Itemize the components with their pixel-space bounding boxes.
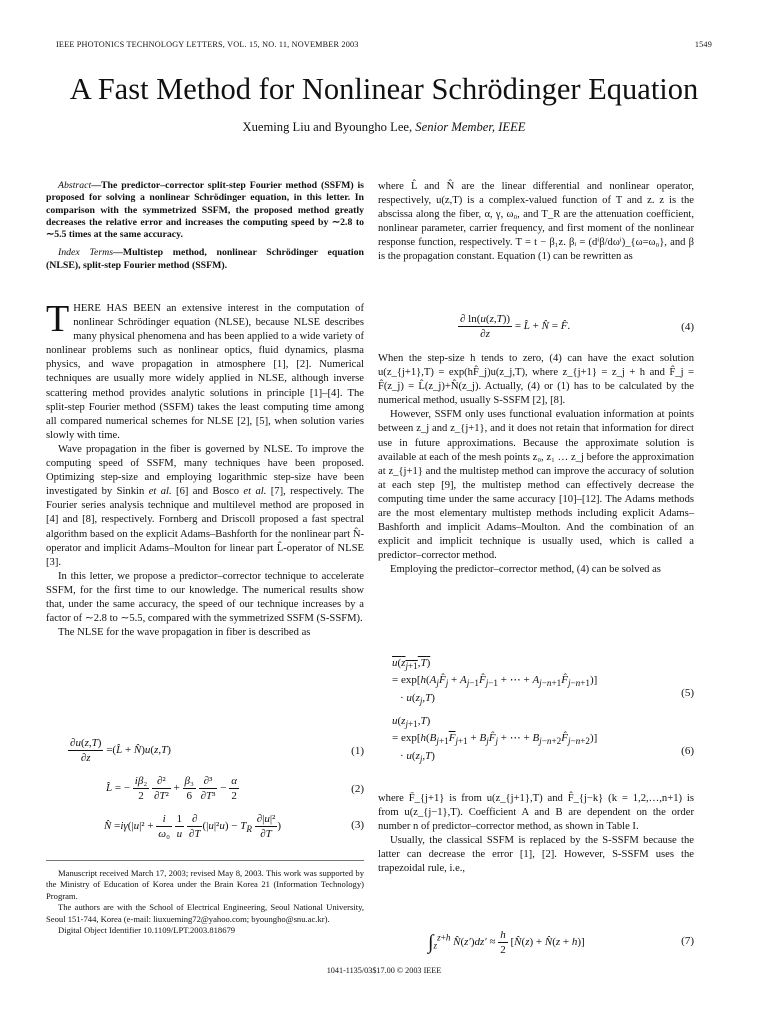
right-col-lower (378, 792, 694, 877)
equation-7-number: (7) (681, 935, 694, 947)
intro-text-1: an extensive interest in the computation of nonlinear Schrödinger equation (NLSE), because NLSE describes many physical phenomena and has been applied to a wide variety of nonlinear problems such as nonlinear optics, fluid dynamics, plasma physics, and wave propagation in atmosphere [1], [2]. Numerical techniques are usually more widely applied in NLSE, although inverse scattering method provides analytic solutions in principle [1]–[4]. The split-step Fourier method (SSFM) takes the least computing time among all compared numerical schemes for NLSE [2], [5], when solution varies slowly with time. (46, 303, 364, 441)
right-paragraph-6: Usually, the classical SSFM is replaced by the S-SSFM because the latter can decrease the error [1], [2]. However, S-SSFM uses the trapezoidal rule, i.e., (378, 835, 694, 875)
abstract-label: Abstract (58, 180, 92, 191)
intro-paragraph-4: The NLSE for the wave propagation in fiber is described as (58, 627, 311, 639)
equation-2-number: (2) (351, 783, 364, 795)
equation-6: $u(z_{j+1},T)$ = $\exp[h(B_{j+1}\overline{F}_{j+1}$ + $B_jF̂_j$ + ⋯ + $B_{j-n+2}F̂_{j-n+2}$)] · $u(z_j,T)$ (6) (392, 715, 694, 764)
footnote-block (46, 868, 364, 936)
equation-7-body: $\int_z^{z+h}$ N̂(z′)dz′ ≈ $\frac{h}{2}$ [N̂(z) + N̂(z + h)] (428, 929, 585, 957)
equation-1 (46, 736, 364, 774)
abstract-paragraph (46, 180, 364, 241)
p2-etal-1: et al. (148, 486, 172, 498)
equation-block-5-6 (378, 656, 694, 776)
equation-3-body: N̂ =iγ(|u|² + $\frac{i}{\text{ω₀}}$ $\frac{1}{u}$ $\frac{\partial}{\partial T}$ $(|u|^2u) - T_R$ $\frac{\text{∂|u|²}}{\partial T}$ ) (104, 813, 282, 841)
footnote-rule (46, 860, 364, 861)
intro-paragraph-3: In this letter, we propose a predictor–corrector technique to accelerate SSFM, for the first time to our knowledge. The numerical results show that, under the same accuracy, the speed of our technique increases by a factor of ∼2.8 to ∼5.5, compared with the symmetrized SSFM (S-SSFM). (46, 570, 364, 625)
equation-block-1-3 (46, 736, 364, 856)
index-terms-text: Multistep method, nonlinear Schrödinger equation (NLSE), split-step Fourier method (SSFM). (46, 247, 364, 271)
equation-7 (378, 924, 694, 960)
running-head (56, 40, 712, 49)
equation-6-number: (6) (681, 745, 694, 757)
equation-5-number: (5) (681, 687, 694, 699)
index-terms-dash: — (113, 247, 123, 259)
intro-lead: HERE HAS BEEN (73, 303, 161, 314)
index-terms (46, 247, 364, 272)
footnote-doi: Digital Object Identifier 10.1109/LPT.2003.818679 (58, 925, 236, 936)
equation-5: $u(z_{j+1},T)$ = $\exp[h(A_jF̂_j$ + $A_{j-1}F̂_{j-1}$ + ⋯ + $A_{j-n+1}F̂_{j-n+1}$)] · $u(z_j,T)$ (5) (392, 657, 694, 706)
right-paragraph-2: When the step-size h tends to zero, (4) can have the exact solution u(z_{j+1},T) = exp(hF̂_j)u(z_j,T), where z_{j+1} = z_j + h and F̂_j = F̂(z_j) = L̂(z_j)+N̂(z_j). Actually, (4) or (1) has to be calculated by the numerical method, usually S-SSFM [2], [8]. (378, 353, 694, 407)
paper-title: A Fast Method for Nonlinear Schrödinger Equation (69, 72, 699, 106)
equation-1-number: (1) (351, 745, 364, 757)
equation-4-number: (4) (681, 321, 694, 333)
equation-2 (46, 774, 364, 810)
equation-4-body: $\frac{\partial \ln(u(z,T))}{\partial z}$ = L̂ + N̂ = F̂. (460, 313, 571, 341)
abstract-block (46, 180, 364, 272)
equation-3-number: (3) (351, 819, 364, 831)
right-col-middle (378, 352, 694, 578)
right-paragraph-4: Employing the predictor–corrector method, (4) can be solved as (390, 564, 661, 576)
p2-etal-2: et al. (243, 486, 267, 498)
page-number: 1549 (694, 40, 712, 49)
p2-text-a: Wave propagation in the fiber is governed by NLSE. To improve the computing speed of SSFM, many techniques have been proposed. Optimizing step-size and employing logarithmic step-size have been investigated by Sinkin (46, 443, 364, 498)
author-line (0, 120, 768, 135)
p2-text-b: [6] and Bosco (171, 486, 244, 498)
copyright-footer: 1041-1135/03$17.00 © 2003 IEEE (326, 966, 442, 975)
equation-3 (46, 810, 364, 846)
intro-section (46, 298, 365, 640)
equation-4 (378, 312, 694, 346)
author-names: Xueming Liu and Byoungho Lee, (242, 120, 413, 134)
journal-info: IEEE PHOTONICS TECHNOLOGY LETTERS, VOL. 15, NO. 11, NOVEMBER 2003 (56, 40, 359, 49)
abstract-text: The predictor–corrector split-step Fourier method (SSFM) is proposed for solving a nonlinear Schrödinger equation, in this letter. In comparison with the symmetrized SSFM, the proposed method greatly decreases the relative error and increases the computing speed by ∼2.8 to ∼5.5 times at the same accuracy. (46, 180, 364, 241)
p2-text-c: [7], respectively. The Fourier series analysis technique and multilevel method are proposed in [4] and [8], respectively. Fornberg and Driscoll proposed a fast spectral algorithm based on the explicit Adams–Bashforth for the nonlinear part N̂-operator and implicit Adams–Moulton for linear part L̂-operator of NLSE [3]. (46, 486, 365, 568)
footnote-manuscript: Manuscript received March 17, 2003; revised May 8, 2003. This work was supported by the Ministry of Education of Korea under the Brain Korea 21 (Information Technology) Program. (46, 868, 364, 901)
intro-paragraph-1 (46, 298, 364, 443)
abstract-dash: — (91, 180, 101, 191)
right-paragraph-3: However, SSFM only uses functional evaluation information at points between z_j and z_{j+1}, and it does not retain that information for direct use in future approximations. Because the approximate solution is available at each of the mesh points z₀, z₁ … z_j before the approximation at z_{j+1} and the multistep method can improve the accuracy of solution at each step [9], the multistep method can effectively decrease the computing time under the same accuracy [10]–[12]. The Adams methods are the most elementary multistep methods including explicit Adams–Bashforth and implicit Adams–Moulton. And the combination of an explicit and implicit technique is usually used, which is called a predictor–corrector method. (378, 409, 694, 562)
drop-cap: T (46, 298, 70, 340)
right-paragraph-1: where L̂ and N̂ are the linear differential and nonlinear operator, respectively, u(z,T) is a complex-valued function of T and z. z is the abscissa along the fiber, α, γ, ω₀, and T_R are the attenuation coefficient, nonlinear parameter, carrier frequency, and first moment of the nonlinear response function, respectively. T = t − β₁z. βᵢ = (dⁱβ/dωⁱ)_{ω=ω₀}, and β is the propagation constant. Equation (1) can be rewritten as (378, 181, 694, 263)
index-terms-label: Index Terms (58, 247, 114, 259)
equation-1-body: $\frac{\partial u(z,T)}{\partial z}$ =(L̂ + N̂)u(z,T) (70, 737, 171, 765)
equation-2-body: L̂ = − $\frac{\text{iβ₂}}{2}$ $\frac{\text{∂²}}{\text{∂T²}}$ + $\frac{\text{β₃}}{6}$ $\frac{\text{∂³}}{\text{∂T³}}$ − $\frac{\alpha}{2}$ (106, 775, 237, 803)
author-role: Senior Member, IEEE (412, 120, 526, 134)
right-paragraph-5: where F̄_{j+1} is from u(z_{j+1},T) and F̂_{j−k} (k = 1,2,…,n+1) is from u(z_{j−1},T). Coefficient A and B are dependent on the order number n of predictor–corrector method, as shown in Table I. (378, 793, 694, 833)
footnote-affiliation: The authors are with the School of Electrical Engineering, Seoul National University, Seoul 151-744, Korea (e-mail: liuxueming72@yahoo.com; byoungho@snu.ac.kr). (46, 902, 364, 924)
intro-paragraph-2 (46, 443, 364, 570)
right-col-intro (378, 180, 694, 265)
